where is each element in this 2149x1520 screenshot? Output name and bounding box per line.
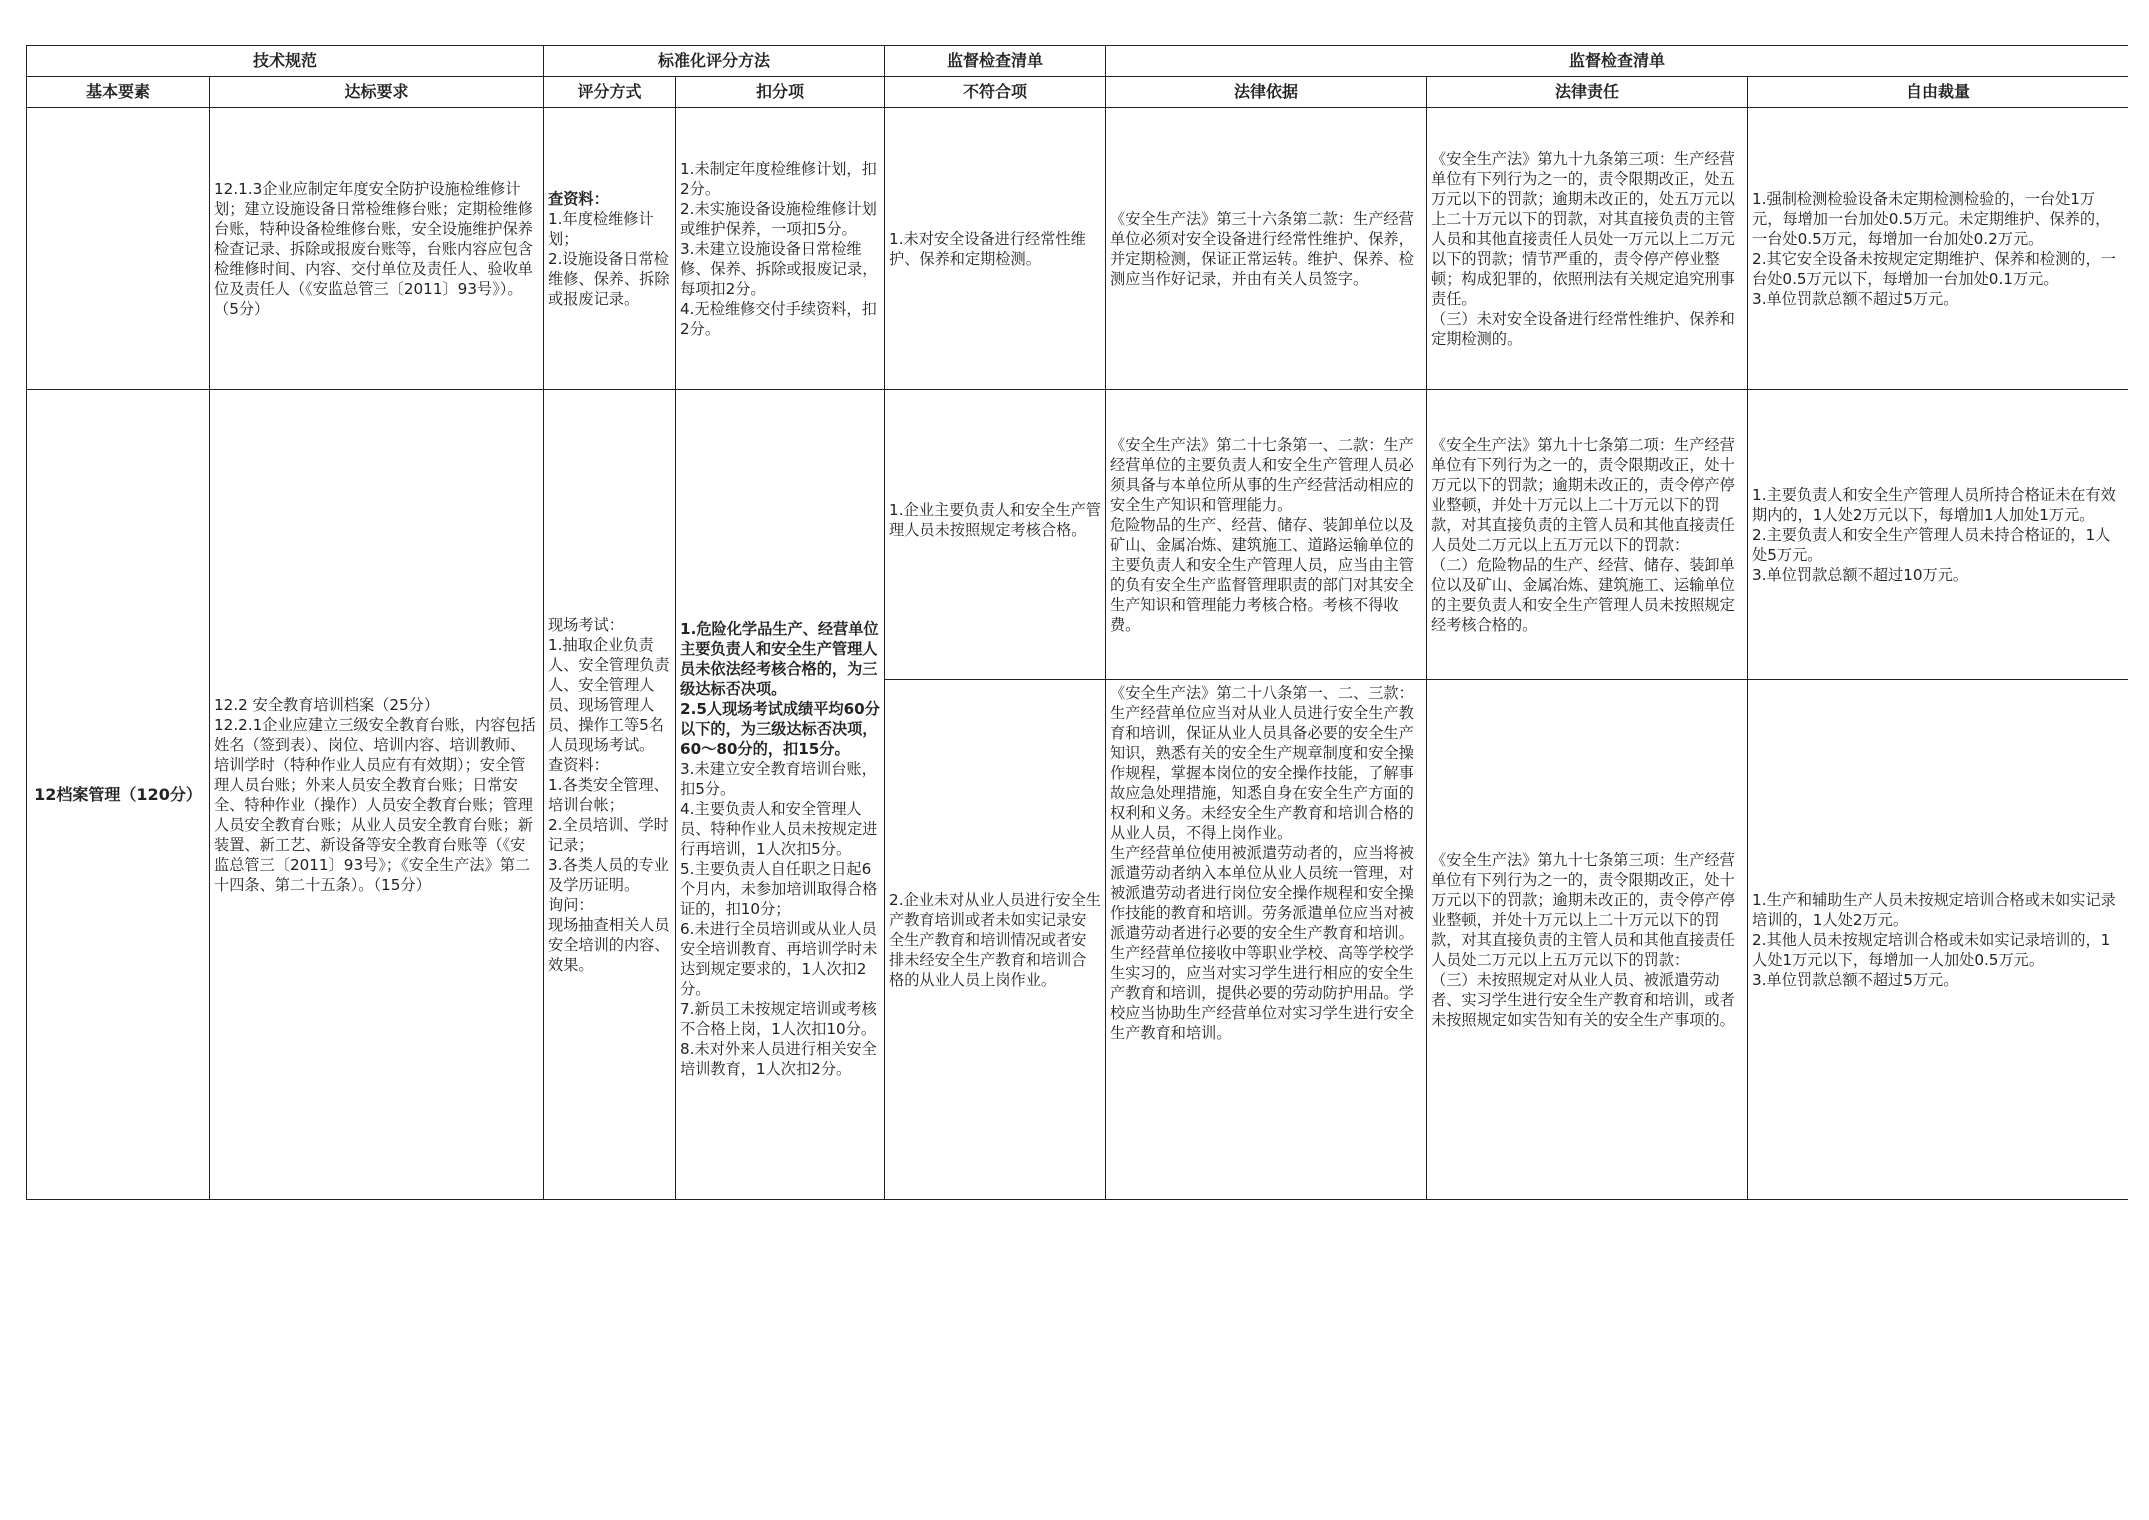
requirement-cell: 12.2 安全教育培训档案（25分） 12.2.1企业应建立三级安全教育台账，内容包括姓名（签到表）、岗位、培训内容、培训教师、培训学时（特种作业人员应有有效期）；安全管理人员台账；外来人员安全教育台账；日常安全、特种作业（操作）人员安全教育台账；管理人员安全教育台账；从业人员安全教育台账；新装置、新工艺、新设备等安全教育台账等（《安监总管三〔2011〕93号》；《安全生产法》第二十四条、第二十五条）。（15分）: [210, 390, 544, 1200]
deduction-cell: [676, 390, 885, 1200]
col-legal-liability: 法律责任: [1427, 77, 1748, 108]
scoring-way-cell: 现场考试： 1.抽取企业负责人、安全管理负责人、安全管理人员、现场管理人员、操作工等5名人员现场考试。 查资料： 1.各类安全管理、培训台帐； 2.全员培训、学时记录； 3.各类人员的专业及学历证明。 询问： 现场抽查相关人员安全培训的内容、效果。: [544, 390, 676, 1200]
nonconformity-cell: 1.企业主要负责人和安全生产管理人员未按照规定考核合格。: [885, 390, 1106, 680]
group-header-row: [27, 46, 2129, 77]
standards-table-sheet: [26, 45, 2128, 1205]
scoring-way-cell: [544, 108, 676, 390]
requirement-cell: 12.1.3企业应制定年度安全防护设施检维修计划；建立设施设备日常检维修台账；定期检维修台账，特种设备检维修台账，安全设施维护保养检查记录、拆除或报废台账等，台账内容应包含检维修时间、内容、交付单位及责任人、验收单位及责任人（《安监总管三〔2011〕93号》）。（5分）: [210, 108, 544, 390]
nonconformity-cell: 1.未对安全设备进行经常性维护、保养和定期检测。: [885, 108, 1106, 390]
nonconformity-cell: 2.企业未对从业人员进行安全生产教育培训或者未如实记录安全生产教育和培训情况或者安排未经安全生产教育和培训合格的从业人员上岗作业。: [885, 680, 1106, 1200]
group-checklist-b: 监督检查清单: [1106, 46, 2128, 77]
group-scoring-method: 标准化评分方法: [544, 46, 885, 77]
column-header-row: [27, 77, 2129, 108]
group-technical-spec: 技术规范: [27, 46, 544, 77]
deduction-veto-items: 1.危险化学品生产、经营单位主要负责人和安全生产管理人员未依法经考核合格的，为三级达标否决项。 2.5人现场考试成绩平均60分以下的，为三级达标否决项，60～80分的，扣15分。: [680, 620, 880, 758]
col-discretion: 自由裁量: [1748, 77, 2128, 108]
discretion-cell: 1.生产和辅助生产人员未按规定培训合格或未如实记录培训的，1人处2万元。 2.其他人员未按规定培训合格或未如实记录培训的，1人处1万元以下，每增加一人加处0.5万元。 3.单位罚款总额不超过5万元。: [1748, 680, 2128, 1200]
col-scoring-way: 评分方式: [544, 77, 676, 108]
col-deduction: 扣分项: [676, 77, 885, 108]
deduction-cell: 1.未制定年度检维修计划，扣2分。 2.未实施设备设施检维修计划或维护保养，一项扣5分。 3.未建立设施设备日常检维修、保养、拆除或报废记录，每项扣2分。 4.无检维修交付手续资料，扣2分。: [676, 108, 885, 390]
col-nonconformity: 不符合项: [885, 77, 1106, 108]
table-row: [27, 108, 2129, 390]
legal-liability-cell: 《安全生产法》第九十七条第三项：生产经营单位有下列行为之一的，责令限期改正，处十万元以下的罚款；逾期未改正的，责令停产停业整顿，并处十万元以上二十万元以下的罚款，对其直接负责的主管人员和其他直接责任人员处二万元以上五万元以下的罚款： （三）未按照规定对从业人员、被派遣劳动者、实习学生进行安全生产教育和培训，或者未按照规定如实告知有关的安全生产事项的。: [1427, 680, 1748, 1200]
basic-element-cell: [27, 108, 210, 390]
legal-liability-cell: 《安全生产法》第九十九条第三项：生产经营单位有下列行为之一的，责令限期改正，处五万元以下的罚款；逾期未改正的，处五万元以上二十万元以下的罚款，对其直接负责的主管人员和其他直接责任人员处一万元以上二万元以下的罚款；情节严重的，责令停产停业整顿；构成犯罪的，依照刑法有关规定追究刑事责任。 （三）未对安全设备进行经常性维护、保养和定期检测的。: [1427, 108, 1748, 390]
col-requirement: 达标要求: [210, 77, 544, 108]
legal-liability-cell: 《安全生产法》第九十七条第二项：生产经营单位有下列行为之一的，责令限期改正，处十万元以下的罚款；逾期未改正的，责令停产停业整顿，并处十万元以上二十万元以下的罚款，对其直接负责的主管人员和其他直接责任人员处二万元以上五万元以下的罚款： （二）危险物品的生产、经营、储存、装卸单位以及矿山、金属冶炼、建筑施工、运输单位的主要负责人和安全生产管理人员未按照规定经考核合格的。: [1427, 390, 1748, 680]
col-basic-element: 基本要素: [27, 77, 210, 108]
discretion-cell: 1.主要负责人和安全生产管理人员所持合格证未在有效期内的，1人处2万元以下，每增加1人加处1万元。 2.主要负责人和安全生产管理人员未持合格证的，1人处5万元。 3.单位罚款总额不超过10万元。: [1748, 390, 2128, 680]
legal-basis-cell: 《安全生产法》第二十七条第一、二款：生产经营单位的主要负责人和安全生产管理人员必须具备与本单位所从事的生产经营活动相应的安全生产知识和管理能力。 危险物品的生产、经营、储存、装卸单位以及矿山、金属冶炼、建筑施工、道路运输单位的主要负责人和安全生产管理人员，应当由主管的负有安全生产监督管理职责的部门对其安全生产知识和管理能力考核合格。考核不得收费。: [1106, 390, 1427, 680]
legal-basis-cell: 《安全生产法》第二十八条第一、二、三款：生产经营单位应当对从业人员进行安全生产教育和培训，保证从业人员具备必要的安全生产知识，熟悉有关的安全生产规章制度和安全操作规程，掌握本岗位的安全操作技能，了解事故应急处理措施，知悉自身在安全生产方面的权利和义务。未经安全生产教育和培训合格的从业人员，不得上岗作业。 生产经营单位使用被派遣劳动者的，应当将被派遣劳动者纳入本单位从业人员统一管理，对被派遣劳动者进行岗位安全操作规程和安全操作技能的教育和培训。劳务派遣单位应当对被派遣劳动者进行必要的安全生产教育和培训。 生产经营单位接收中等职业学校、高等学校学生实习的，应当对实习学生进行相应的安全生产教育和培训，提供必要的劳动防护用品。学校应当协助生产经营单位对实习学生进行安全生产教育和培训。: [1106, 680, 1427, 1200]
table-row: [27, 390, 2129, 680]
deduction-items: 3.未建立安全教育培训台账，扣5分。 4.主要负责人和安全管理人员、特种作业人员未按规定进行再培训，1人次扣5分。 5.主要负责人自任职之日起6个月内，未参加培训取得合格证的，扣10分； 6.未进行全员培训或从业人员安全培训教育、再培训学时未达到规定要求的，1人次扣2分。 7.新员工未按规定培训或考核不合格上岗，1人次扣10分。 8.未对外来人员进行相关安全培训教育，1人次扣2分。: [680, 760, 878, 1078]
group-checklist-a: 监督检查清单: [885, 46, 1106, 77]
legal-basis-cell: 《安全生产法》第三十六条第二款：生产经营单位必须对安全设备进行经常性维护、保养，并定期检测，保证正常运转。维护、保养、检测应当作好记录，并由有关人员签字。: [1106, 108, 1427, 390]
basic-element-cell: 12档案管理（120分）: [27, 390, 210, 1200]
standards-table: [26, 45, 2128, 1200]
scoring-way-text: 1.年度检维修计划； 2.设施设备日常检维修、保养、拆除或报废记录。: [548, 209, 670, 308]
scoring-way-title: 查资料：: [548, 189, 609, 208]
discretion-cell: 1.强制检测检验设备未定期检测检验的，一台处1万元，每增加一台加处0.5万元。未定期维护、保养的，一台处0.5万元，每增加一台加处0.2万元。 2.其它安全设备未按规定定期维护、保养和检测的，一台处0.5万元以下，每增加一台加处0.1万元。 3.单位罚款总额不超过5万元。: [1748, 108, 2128, 390]
col-legal-basis: 法律依据: [1106, 77, 1427, 108]
